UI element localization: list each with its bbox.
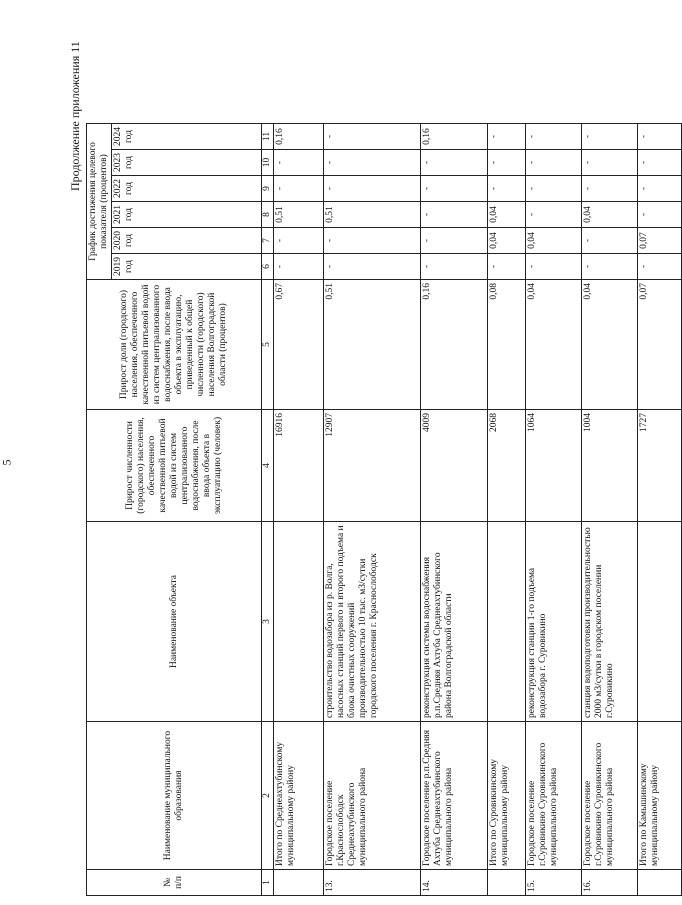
row-population: 1727 [638,410,682,522]
row-y2021: 0,04 [582,202,638,228]
row-num: 15. [526,870,582,896]
row-num [638,870,682,896]
row-y2021: 0,51 [324,202,421,228]
row-y2019: - [638,254,682,280]
row-share: 0,08 [488,280,526,410]
header-schedule: График достижения целевого показателя (процентов) [87,124,112,280]
row-y2021: - [638,202,682,228]
row-y2019: - [526,254,582,280]
column-number: 5 [262,280,274,410]
header-year-2024: 2024 год [112,124,262,150]
row-y2021: 0,04 [488,202,526,228]
column-number: 9 [262,176,274,202]
row-y2019: - [421,254,488,280]
row-y2019: - [488,254,526,280]
header-year-2023: 2023 год [112,150,262,176]
row-municipality: Итого по Среднеахтубинскому муниципальному району [274,722,324,870]
row-object: станция водоподготовки производительностью 2000 м3/сутки в городском поселении г.Суровикино [582,522,638,722]
header-municipality: Наименование муниципального образования [87,722,262,870]
table-row-total-kamyshin [638,124,682,896]
row-num [488,870,526,896]
row-municipality: Итого по Камышинскому муниципальному району [638,722,682,870]
row-y2019: - [274,254,324,280]
row-share: 0,07 [638,280,682,410]
row-municipality: Городское поселение р.п.Средняя Ахтуба Среднеахтубинского муниципального района [421,722,488,870]
row-object: реконструкция системы водоснабжения р.п.Средняя Ахтуба Среднеахтубинского района Волгоградской области [421,522,488,722]
row-share: 0,51 [324,280,421,410]
row-population: 16916 [274,410,324,522]
row-y2020: - [324,228,421,254]
row-y2023: - [421,150,488,176]
table-row [526,124,582,896]
row-y2024: - [638,124,682,150]
header-year-2021: 2021 год [112,202,262,228]
header-num: № п/п [87,870,262,896]
row-y2024: - [526,124,582,150]
row-y2022: - [582,176,638,202]
header-share-growth: Прирост доли (городского) населения, обеспеченного качественной питьевой водой из систем централизованного водоснабжения, после ввода объекта в эксплуатацию, приведенный к общей численности (городского) населения Волгоградской области (процентов) [87,280,262,410]
header-year-2020: 2020 год [112,228,262,254]
table-row [582,124,638,896]
row-y2021: 0,51 [274,202,324,228]
column-number: 7 [262,228,274,254]
row-object: реконструкция станции 1-го подъема водозабора г. Суровикино [526,522,582,722]
table-row [324,124,421,896]
row-y2022: - [324,176,421,202]
row-y2024: - [324,124,421,150]
row-municipality: Городское поселение г.Краснослободск Среднеахтубинского муниципального района [324,722,421,870]
row-y2023: - [526,150,582,176]
table-row [421,124,488,896]
row-y2021: - [526,202,582,228]
row-population: 2068 [488,410,526,522]
column-number: 11 [262,124,274,150]
row-y2023: - [274,150,324,176]
row-y2022: - [274,176,324,202]
column-number: 4 [262,410,274,522]
row-population: 1004 [582,410,638,522]
column-number: 3 [262,522,274,722]
header-year-2019: 2019 год [112,254,262,280]
column-number: 8 [262,202,274,228]
row-object [488,522,526,722]
row-y2020: - [421,228,488,254]
row-y2022: - [526,176,582,202]
row-object: строительство водозабора из р. Волга, насосных станций первого и второго подъема и блока очистных сооружений производительностью 10 тыс. м3/сутки городского поселения г. Краснослободск [324,522,421,722]
row-num: 16. [582,870,638,896]
row-y2023: - [582,150,638,176]
row-municipality: Городское поселение г.Суровикино Суровикинского муниципального района [582,722,638,870]
row-y2020: - [274,228,324,254]
row-share: 0,04 [526,280,582,410]
row-y2023: - [638,150,682,176]
row-y2022: - [488,176,526,202]
table-row-total-surovikino [488,124,526,896]
row-y2019: - [582,254,638,280]
rotated-page [62,10,660,896]
row-population: 1064 [526,410,582,522]
row-y2022: - [421,176,488,202]
row-num: 14. [421,870,488,896]
header-object: Наименование объекта [87,522,262,722]
row-population: 12907 [324,410,421,522]
row-share: 0,67 [274,280,324,410]
row-y2020: 0,04 [526,228,582,254]
column-number-row [262,124,274,896]
row-num: 13. [324,870,421,896]
row-y2024: - [582,124,638,150]
row-object [638,522,682,722]
column-number: 2 [262,722,274,870]
row-y2024: 0,16 [274,124,324,150]
row-object [274,522,324,722]
row-y2023: - [324,150,421,176]
row-y2020: - [582,228,638,254]
column-number: 6 [262,254,274,280]
row-share: 0,04 [582,280,638,410]
table-row-total-srednyaya-akhtuba [274,124,324,896]
row-municipality: Итого по Суровикинскому муниципальному району [488,722,526,870]
row-y2022: - [638,176,682,202]
column-number: 1 [262,870,274,896]
row-num [274,870,324,896]
continuation-label: Продолжение приложения 11 [68,41,82,191]
row-y2020: 0,07 [638,228,682,254]
column-number: 10 [262,150,274,176]
row-y2021: - [421,202,488,228]
row-y2020: 0,04 [488,228,526,254]
row-share: 0,16 [421,280,488,410]
row-y2019: - [324,254,421,280]
indicator-table [86,123,682,896]
row-y2023: - [488,150,526,176]
page-number: 5 [0,459,14,466]
header-year-2022: 2022 год [112,176,262,202]
header-population-growth: Прирост численности (городского) населения, обеспеченного качественной питьевой водой из систем централизованного водоснабжения, после ввода объекта в эксплуатацию (человек) [87,410,262,522]
row-municipality: Городское поселение г.Суровикино Суровикинского муниципального района [526,722,582,870]
row-population: 4009 [421,410,488,522]
row-y2024: 0,16 [421,124,488,150]
row-y2024: - [488,124,526,150]
